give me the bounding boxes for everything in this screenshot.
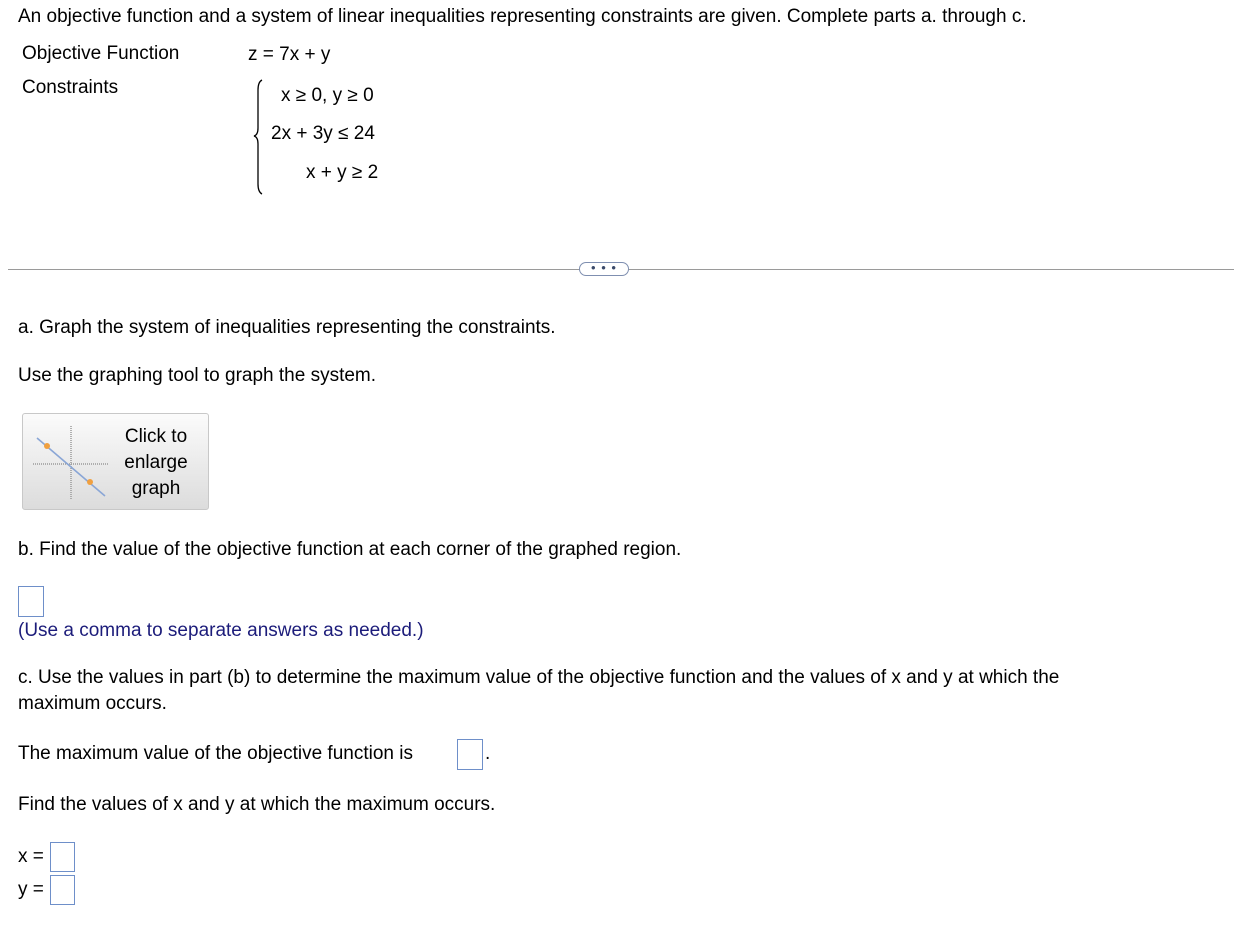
constraint-2x-3y: 2x + 3y ≤ 24 (271, 123, 375, 144)
max-value-text: The maximum value of the objective function is (18, 743, 413, 764)
enlarge-graph-button[interactable] (22, 413, 209, 510)
y-label: y = (18, 879, 44, 900)
constraint-nonnegativity: x ≥ 0, y ≥ 0 (281, 85, 374, 106)
part-a-instruction: Use the graphing tool to graph the system. (18, 365, 377, 386)
part-b-prompt: b. Find the value of the objective function at each corner of the graphed region. (18, 539, 682, 560)
objective-expression: z = 7x + y (248, 44, 331, 65)
graph-thumbnail-icon (31, 424, 111, 502)
y-value-input[interactable] (50, 875, 75, 905)
part-c-prompt-line2: maximum occurs. (18, 693, 167, 714)
enlarge-graph-label: Click to enlarge graph (124, 426, 188, 499)
max-value-input[interactable] (457, 739, 483, 770)
part-c-prompt-line1: c. Use the values in part (b) to determine the maximum value of the objective function and the values of x and y at which the (18, 667, 1060, 688)
x-label: x = (18, 846, 44, 867)
constraints-label: Constraints (22, 77, 119, 98)
constraint-x-y: x + y ≥ 2 (306, 162, 379, 183)
constraints-brace-icon (253, 78, 265, 196)
objective-label: Objective Function (22, 43, 180, 64)
corner-values-input[interactable] (18, 586, 44, 617)
expand-details-button[interactable]: • • • (579, 262, 629, 276)
part-a-prompt: a. Graph the system of inequalities representing the constraints. (18, 317, 556, 338)
part-b-hint: (Use a comma to separate answers as needed.) (18, 620, 424, 641)
x-value-input[interactable] (50, 842, 75, 872)
intro-text: An objective function and a system of linear inequalities representing constraints are given. Complete parts a. through c. (18, 6, 1027, 27)
find-xy-text: Find the values of x and y at which the maximum occurs. (18, 794, 496, 815)
period-text: . (485, 743, 491, 764)
